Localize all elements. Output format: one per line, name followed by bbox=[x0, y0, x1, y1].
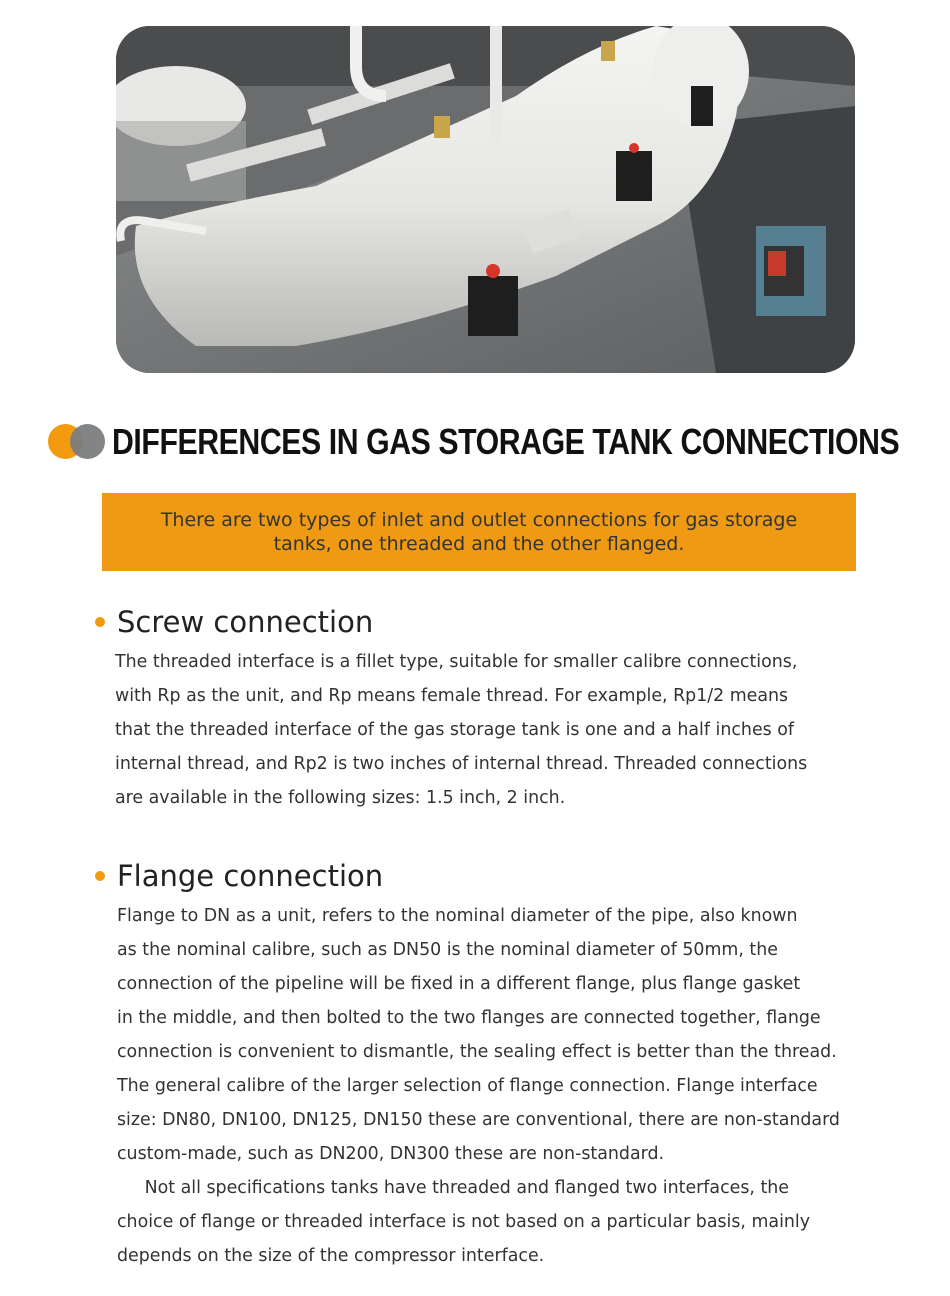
paragraph-line: are available in the following sizes: 1.5 inch, 2 inch. bbox=[115, 788, 566, 808]
paragraph-line: Flange to DN as a unit, refers to the nominal diameter of the pipe, also known bbox=[117, 906, 798, 926]
banner-line: tanks, one threaded and the other flanged. bbox=[273, 533, 685, 555]
flange-heading-text: Flange connection bbox=[117, 859, 384, 893]
screw-heading-text: Screw connection bbox=[117, 605, 374, 639]
paragraph-line: custom-made, such as DN200, DN300 these are non-standard. bbox=[117, 1144, 665, 1164]
paragraph-line: The threaded interface is a fillet type, suitable for smaller calibre connections, bbox=[115, 652, 798, 672]
flange-heading bbox=[95, 858, 383, 894]
paragraph-line: with Rp as the unit, and Rp means female thread. For example, Rp1/2 means bbox=[115, 686, 789, 706]
paragraph-line: as the nominal calibre, such as DN50 is the nominal diameter of 50mm, the bbox=[117, 940, 778, 960]
paragraph-line: in the middle, and then bolted to the two flanges are connected together, flange bbox=[117, 1008, 821, 1028]
intro-banner bbox=[102, 493, 856, 571]
screw-paragraph bbox=[115, 645, 807, 815]
intro-banner-text bbox=[134, 508, 824, 556]
bullet-icon bbox=[95, 871, 105, 881]
paragraph-line: connection is convenient to dismantle, the sealing effect is better than the thread. bbox=[117, 1042, 837, 1062]
page-title: DIFFERENCES IN GAS STORAGE TANK CONNECTIONS bbox=[112, 421, 900, 462]
product-photo bbox=[116, 26, 855, 373]
paragraph-line: that the threaded interface of the gas storage tank is one and a half inches of bbox=[115, 720, 794, 740]
screw-heading bbox=[95, 604, 373, 640]
banner-line: There are two types of inlet and outlet connections for gas storage bbox=[160, 509, 798, 531]
paragraph-line: depends on the size of the compressor interface. bbox=[117, 1246, 545, 1266]
paragraph-line: The general calibre of the larger selection of flange connection. Flange interface bbox=[117, 1076, 818, 1096]
flange-paragraph bbox=[117, 899, 840, 1273]
paragraph-line: size: DN80, DN100, DN125, DN150 these are conventional, there are non-standard bbox=[117, 1110, 840, 1130]
paragraph-line: internal thread, and Rp2 is two inches of internal thread. Threaded connections bbox=[115, 754, 808, 774]
paragraph-line: Not all specifications tanks have threaded and flanged two interfaces, the bbox=[117, 1178, 789, 1198]
paragraph-line: connection of the pipeline will be fixed in a different flange, plus flange gasket bbox=[117, 974, 801, 994]
bullet-icon bbox=[95, 617, 105, 627]
gas-tank-illustration bbox=[116, 26, 855, 373]
gray-circle-icon bbox=[70, 424, 105, 459]
paragraph-line: choice of flange or threaded interface is not based on a particular basis, mainly bbox=[117, 1212, 811, 1232]
